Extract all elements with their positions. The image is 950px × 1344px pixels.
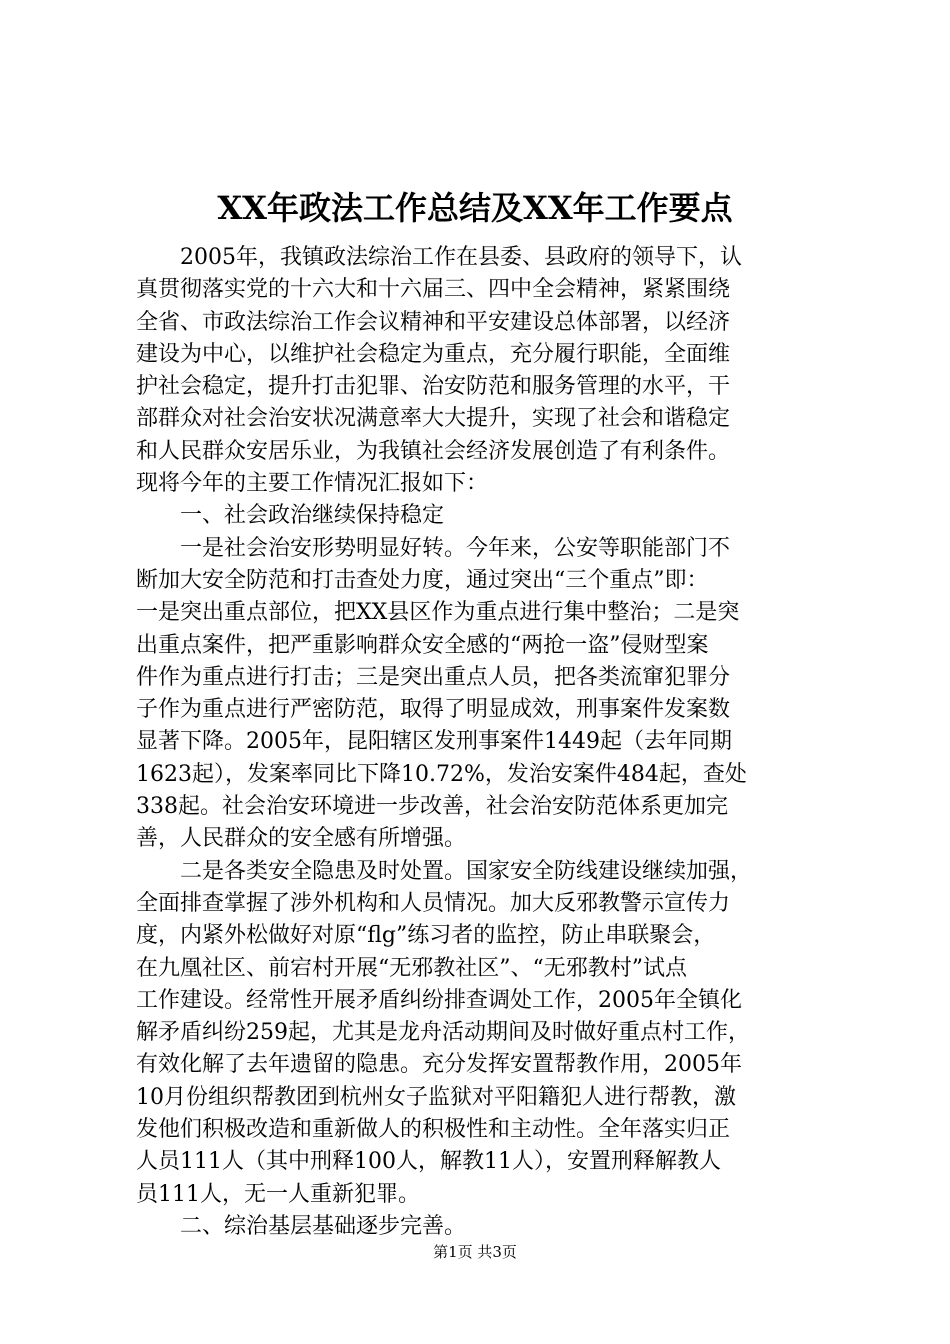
- paragraph-line: 1623起），发案率同比下降10.72%，发治安案件484起，查处: [136, 761, 747, 787]
- paragraph-line: 全省、市政法综治工作会议精神和平安建设总体部署，以经济: [136, 309, 731, 335]
- paragraph-line: 解矛盾纠纷259起，尤其是龙舟活动期间及时做好重点村工作，: [136, 1020, 750, 1046]
- paragraph-line: 二是各类安全隐患及时处置。国家安全防线建设继续加强，: [180, 858, 753, 884]
- paragraph-line: 2005年，我镇政法综治工作在县委、县政府的领导下，认: [180, 245, 742, 270]
- paragraph-line: 善，人民群众的安全感有所增强。: [136, 826, 467, 852]
- paragraph-line: 和人民群众安居乐业，为我镇社会经济发展创造了有利条件。: [136, 438, 731, 464]
- paragraph-line: 建设为中心，以维护社会稳定为重点，充分履行职能，全面维: [136, 341, 731, 367]
- paragraph-line: 338起。社会治安环境进一步改善，社会治安防范体系更加完: [136, 794, 728, 820]
- paragraph-line: 一是突出重点部位，把XX县区作为重点进行集中整治；二是突: [136, 600, 740, 626]
- paragraph-line: 断加大安全防范和打击查处力度，通过突出“三个重点”即：: [136, 567, 709, 593]
- paragraph-line: 度，内紧外松做好对原“flg”练习者的监控，防止串联聚会，: [136, 923, 716, 949]
- section-heading: 一、社会政治继续保持稳定: [180, 503, 445, 529]
- paragraph-line: 有效化解了去年遗留的隐患。充分发挥安置帮教作用，2005年: [136, 1052, 742, 1078]
- paragraph-line: 出重点案件，把严重影响群众安全感的“两抢一盗”侵财型案: [136, 632, 709, 658]
- document-title: XX年政法工作总结及XX年工作要点: [217, 189, 733, 227]
- paragraph-line: 全面排查掌握了涉外机构和人员情况。加大反邪教警示宣传力: [136, 890, 731, 916]
- document-body: [136, 242, 836, 1243]
- paragraph-line: 现将今年的主要工作情况汇报如下：: [136, 471, 489, 497]
- section-heading: 二、综治基层基础逐步完善。: [180, 1213, 467, 1239]
- paragraph-line: 发他们积极改造和重新做人的积极性和主动性。全年落实归正: [136, 1117, 731, 1143]
- page-footer: 第1页 共3页: [433, 1243, 517, 1261]
- paragraph-line: 显著下降。2005年，昆阳辖区发刑事案件1449起（去年同期: [136, 729, 732, 755]
- paragraph-line: 人员111人（其中刑释100人，解教11人），安置刑释解教人: [136, 1149, 721, 1175]
- paragraph-line: 护社会稳定，提升打击犯罪、治安防范和服务管理的水平，干: [136, 374, 731, 400]
- paragraph-line: 真贯彻落实党的十六大和十六届三、四中全会精神，紧紧围绕: [136, 277, 731, 303]
- paragraph-line: 子作为重点进行严密防范，取得了明显成效，刑事案件发案数: [136, 697, 731, 723]
- paragraph-line: 员111人，无一人重新犯罪。: [136, 1181, 420, 1207]
- paragraph-line: 件作为重点进行打击；三是突出重点人员，把各类流窜犯罪分: [136, 664, 731, 690]
- paragraph-line: 在九凰社区、前宕村开展“无邪教社区”、“无邪教村”试点: [136, 955, 687, 981]
- paragraph-line: 工作建设。经常性开展矛盾纠纷排查调处工作，2005年全镇化: [136, 987, 742, 1013]
- paragraph-line: 一是社会治安形势明显好转。今年来，公安等职能部门不: [180, 535, 731, 561]
- paragraph-line: 10月份组织帮教团到杭州女子监狱对平阳籍犯人进行帮教，激: [136, 1084, 736, 1110]
- paragraph-line: 部群众对社会治安状况满意率大大提升，实现了社会和谐稳定: [136, 406, 731, 432]
